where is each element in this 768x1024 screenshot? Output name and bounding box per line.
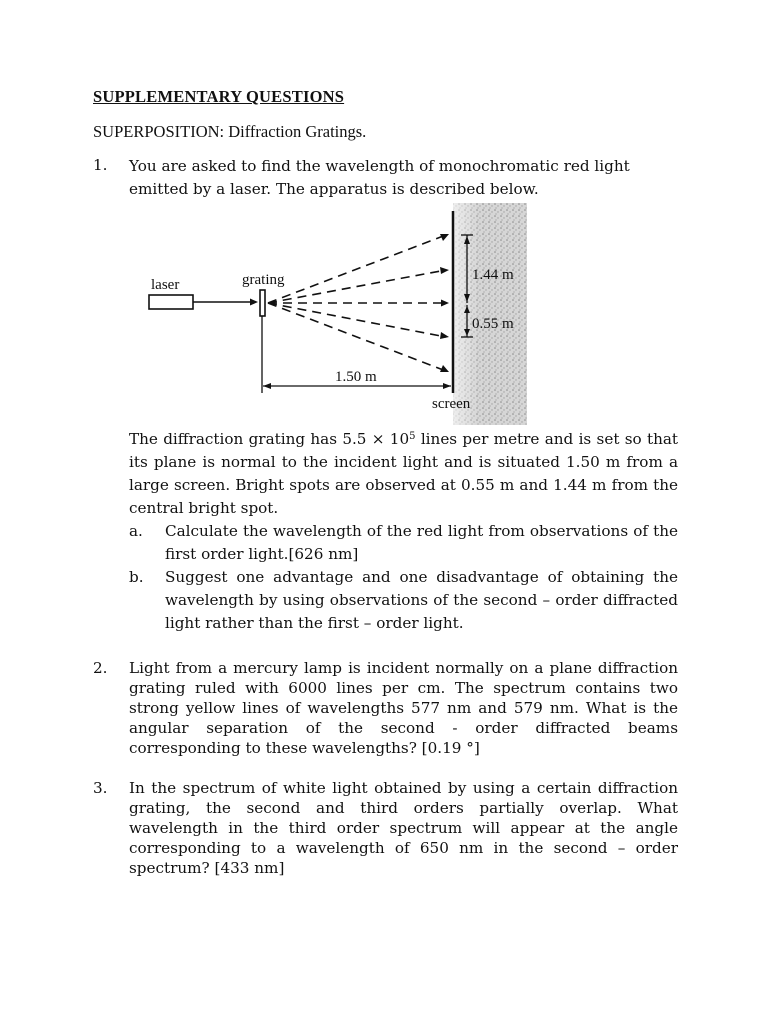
page-title: SUPPLEMENTARY QUESTIONS (93, 87, 345, 106)
question-1-description: The diffraction grating has $5.5 \times 10^5$ lines per metre and is set so that its plane is normal to the incident light and is situated 1.50 m from a large screen. Bright spots are observed at 0.55 m and 1.44 m from the central bright spot. (129, 430, 679, 517)
part-a-text: Calculate the wavelength of the red light from observations of the first order light.[626 nm] (165, 522, 678, 563)
question-1-intro-line2: emitted by a laser. The apparatus is described below. (129, 180, 539, 198)
question-2-number: 2. (93, 659, 108, 677)
beam-order-plus-2 (268, 235, 446, 303)
question-2 (93, 658, 678, 758)
part-b-text: Suggest one advantage and one disadvantage of obtaining the wavelength by using observations of the second – order diffracted light rather than the first – order light. (165, 568, 678, 632)
question-3-text: In the spectrum of white light obtained by using a certain diffraction grating, the second and third orders partially overlap. What wavelength in the third order spectrum will appear at the angle corresponding to a wavelength of 650 nm in the second – order spectrum? [433 nm] (129, 779, 678, 877)
screen-label: screen (432, 396, 471, 412)
question-1-part-b (129, 566, 678, 635)
diffraction-apparatus-figure (140, 203, 530, 425)
question-2-text: Light from a mercury lamp is incident normally on a plane diffraction grating ruled with 6000 lines per cm. The spectrum contains two strong yellow lines of wavelengths 577 nm and 579 nm. What is the angular separation of the second - order diffracted beams corresponding to these wavelengths? [0.19 °] (129, 659, 678, 757)
grating-label: grating (242, 272, 285, 288)
dimension-upper-label: 1.44 m (472, 267, 514, 283)
dimension-distance-label: 1.50 m (335, 369, 377, 385)
diffracted-beams (268, 235, 446, 371)
question-1-intro (93, 155, 678, 201)
laser-label: laser (151, 277, 180, 293)
beam-order-minus-2 (268, 303, 446, 371)
question-3-number: 3. (93, 779, 108, 797)
question-1-number: 1. (93, 156, 108, 174)
question-3 (93, 778, 678, 878)
question-1-intro-line1: You are asked to find the wavelength of monochromatic red light (129, 157, 630, 175)
question-1-part-a (129, 520, 678, 566)
part-b-letter: b. (129, 568, 144, 586)
grating (260, 290, 265, 316)
beam-order-minus-1 (268, 303, 446, 337)
incident-beam-arrowhead (250, 299, 258, 306)
question-1-details (93, 428, 678, 635)
section-subtitle: SUPERPOSITION: Diffraction Gratings. (93, 122, 367, 141)
beam-arrowheads (440, 234, 449, 372)
part-a-letter: a. (129, 522, 143, 540)
laser-box (149, 295, 193, 309)
beam-order-plus-1 (268, 270, 446, 303)
dimension-lower-label: 0.55 m (472, 316, 514, 332)
